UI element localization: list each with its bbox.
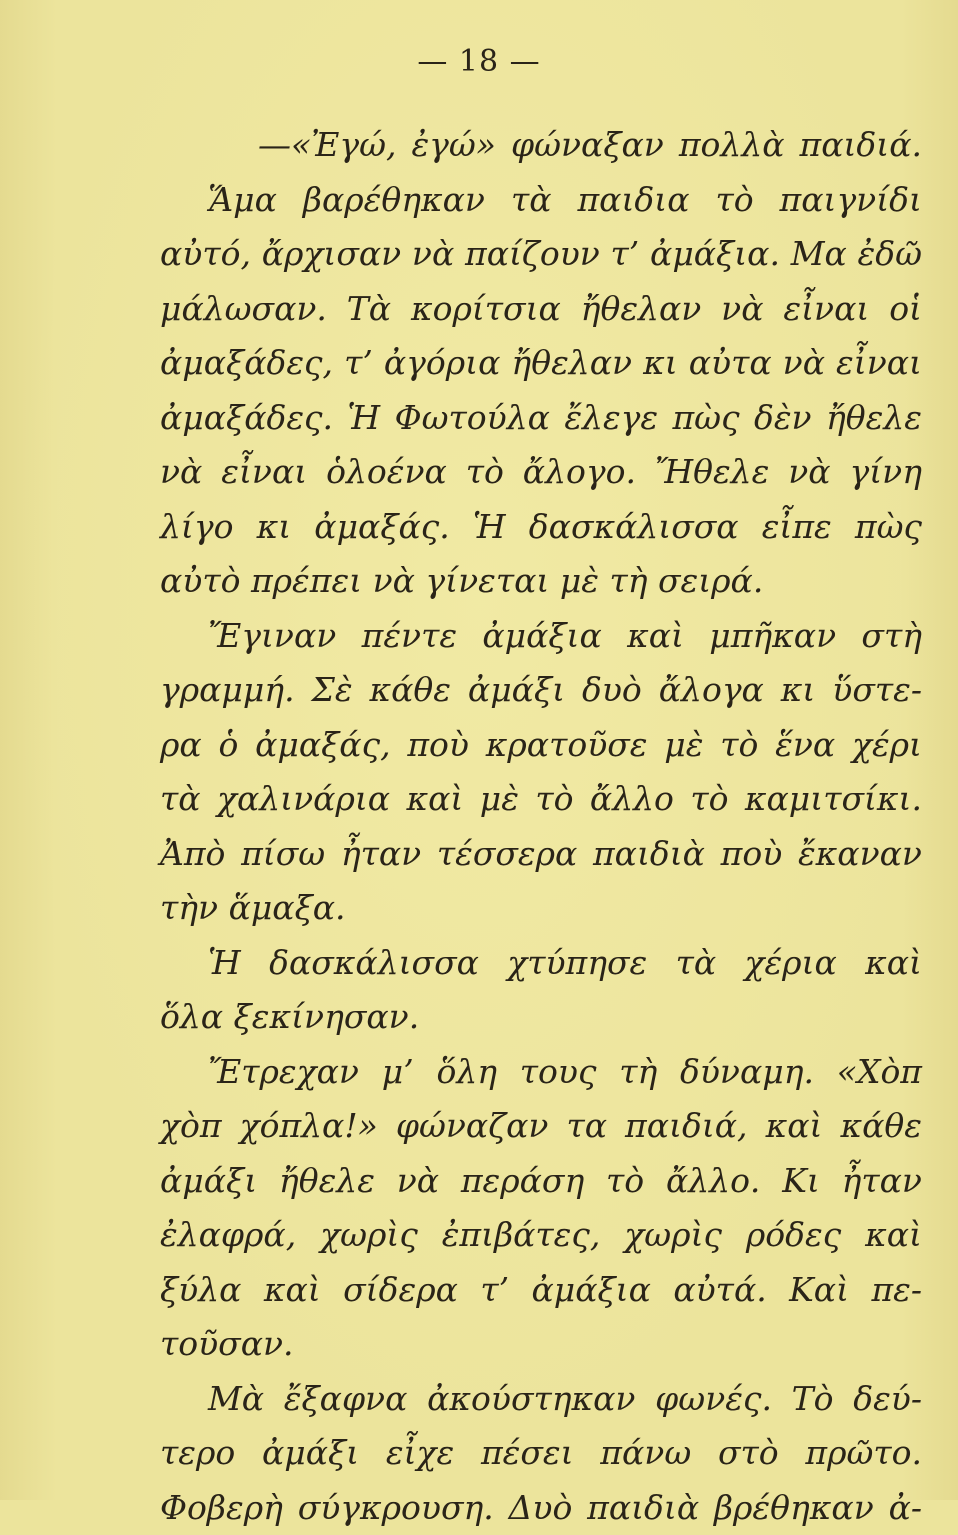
text-line: νὰ εἶναι ὁλοένα τὸ ἄλογο. Ἤθελε νὰ γίνη	[160, 445, 922, 500]
text-line: Φοβερὴ σύγκρουση. Δυὸ παιδιὰ βρέθηκαν ἀ-	[160, 1481, 922, 1535]
text-line: Ἅμα βαρέθηκαν τὰ παιδια τὸ παιγνίδι	[160, 173, 922, 228]
text-line: αὐτὸ πρέπει νὰ γίνεται μὲ τὴ σειρά.	[160, 554, 922, 609]
text-line: ἀμάξι ἤθελε νὰ περάση τὸ ἄλλο. Κι ἦταν	[160, 1154, 922, 1209]
text-line: ἀμαξάδες, τ’ ἀγόρια ἤθελαν κι αὐτα νὰ εἶναι	[160, 336, 922, 391]
text-line: τερο ἀμάξι εἶχε πέσει πάνω στὸ πρῶτο.	[160, 1426, 922, 1481]
text-line: ὅλα ξεκίνησαν.	[160, 990, 922, 1045]
text-line: αὐτό, ἄρχισαν νὰ παίζουν τ’ ἀμάξια. Μα ἐδῶ	[160, 227, 922, 282]
text-line: Μὰ ἔξαφνα ἀκούστηκαν φωνές. Τὸ δεύ-	[160, 1372, 922, 1427]
text-line: τὰ χαλινάρια καὶ μὲ τὸ ἄλλο τὸ καμιτσίκι.	[160, 772, 922, 827]
text-line: Ἔτρεχαν μ’ ὅλη τους τὴ δύναμη. «Χὸπ	[160, 1045, 922, 1100]
text-line: τὴν ἅμαξα.	[160, 881, 922, 936]
text-line: ξύλα καὶ σίδερα τ’ ἀμάξια αὐτά. Καὶ πε-	[160, 1263, 922, 1318]
text-line: Ἔγιναν πέντε ἀμάξια καὶ μπῆκαν στὴ	[160, 609, 922, 664]
text-line: χὸπ χόπλα!» φώναζαν τα παιδιά, καὶ κάθε	[160, 1099, 922, 1154]
text-line: Ἡ δασκάλισσα χτύπησε τὰ χέρια καὶ	[160, 936, 922, 991]
text-line: μάλωσαν. Τὰ κορίτσια ἤθελαν νὰ εἶναι οἱ	[160, 282, 922, 337]
text-line: λίγο κι ἀμαξάς. Ἡ δασκάλισσα εἶπε πὼς	[160, 500, 922, 555]
text-line: —«Ἐγώ, ἐγώ» φώναξαν πολλὰ παιδιά.	[160, 118, 922, 173]
page-number: — 18 —	[0, 44, 958, 79]
text-line: Ἀπὸ πίσω ἦταν τέσσερα παιδιὰ ποὺ ἔκαναν	[160, 827, 922, 882]
text-line: ρα ὁ ἀμαξάς, ποὺ κρατοῦσε μὲ τὸ ἕνα χέρι	[160, 718, 922, 773]
text-line: ἐλαφρά, χωρὶς ἐπιβάτες, χωρὶς ρόδες καὶ	[160, 1208, 922, 1263]
body-text	[160, 118, 922, 1535]
text-line: τοῦσαν.	[160, 1317, 922, 1372]
text-line: γραμμή. Σὲ κάθε ἀμάξι δυὸ ἄλογα κι ὕστε-	[160, 663, 922, 718]
text-line: ἀμαξάδες. Ἡ Φωτούλα ἔλεγε πὼς δὲν ἤθελε	[160, 391, 922, 446]
